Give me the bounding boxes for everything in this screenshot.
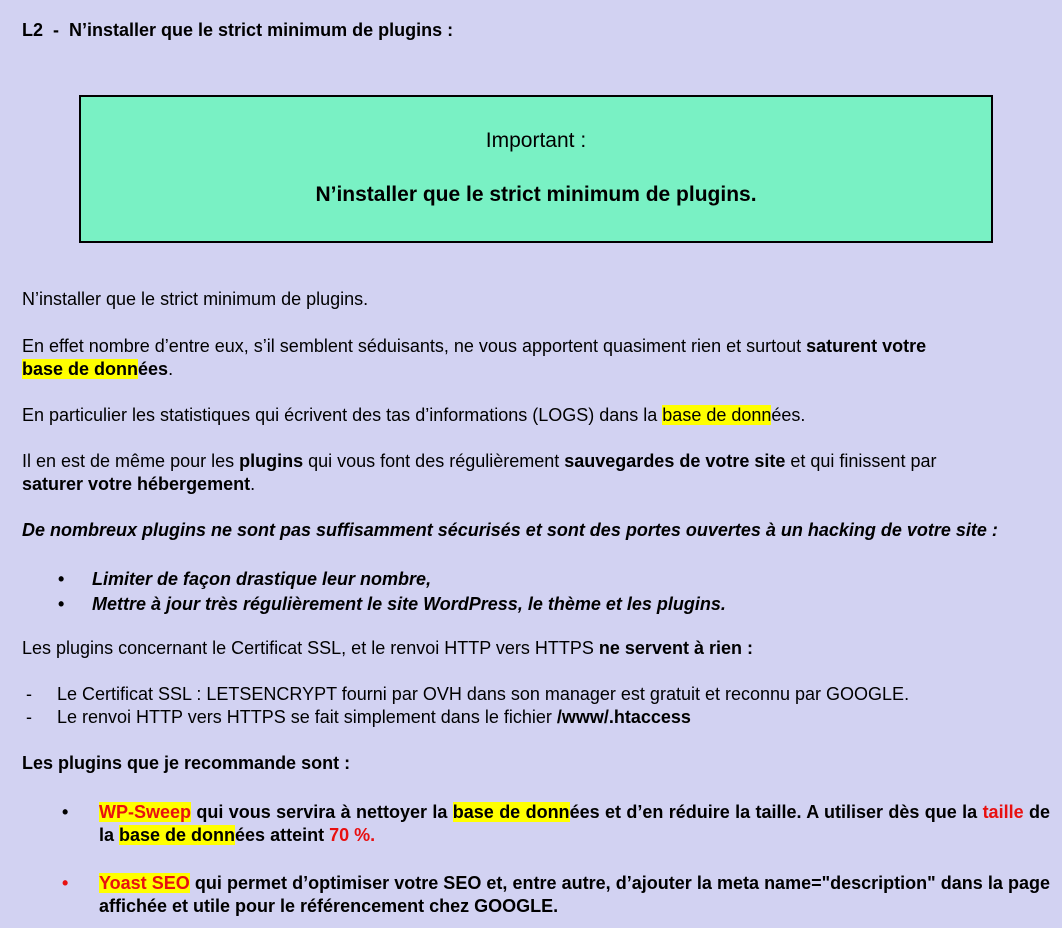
paragraph-ssl-plugins: Les plugins concernant le Certificat SSL, et le renvoi HTTP vers HTTPS ne servent à rien :	[22, 638, 753, 658]
bullet-icon: •	[62, 873, 69, 893]
callout-title: Important :	[485, 129, 587, 152]
highlight-database: base de donn	[119, 825, 236, 845]
callout-message: N’installer que le strict minimum de plugins.	[315, 183, 757, 206]
bullet-icon: •	[62, 802, 69, 822]
bullet-icon: •	[58, 594, 65, 614]
highlight-database: base de donn	[22, 359, 139, 379]
plugin-name-wp-sweep: WP-Sweep	[99, 802, 192, 822]
paragraph-intro: N’installer que le strict minimum de plugins.	[22, 289, 369, 309]
htaccess-path: /www/.htaccess	[556, 707, 691, 727]
paragraph-database-saturation: En effet nombre d’entre eux, s’il semblent séduisants, ne vous apportent quasiment rien et surtout saturent votre base de données.	[22, 336, 927, 379]
section-heading: L2 - N’installer que le strict minimum de plugins :	[22, 20, 454, 40]
highlight-database: base de donn	[452, 802, 570, 822]
paragraph-backups: Il en est de même pour les plugins qui vous font des régulièrement sauvegardes de votre site et qui finissent par saturer votre hébergement.	[22, 451, 937, 494]
bullet-icon: •	[58, 569, 65, 589]
plugin-name-yoast-seo: Yoast SEO	[99, 873, 190, 893]
important-callout-box	[79, 95, 993, 243]
dash-marker: -	[26, 707, 32, 727]
document-page: L2 - N’installer que le strict minimum de plugins : Important : N’installer que le strict minimum de plugins. N’installer que le strict minimum de plugins. En effet nombre d’entre eux, s’il semblent séduisants, ne vous apportent quasiment rien et surtout saturent votre base de données. En particulier les statistiques qui écrivent des tas d’informations (LOGS) dans la base de données. Il en est de même pour les plugins qui vous font des régulièrement sauvegardes de votre site et qui finissent par saturer votre hébergement. De nombreux plugins ne sont pas suffisamment sécurisés et sont des portes ouvertes à un hacking de votre site : • Limiter de façon drastique leur nombre, • Mettre à jour très régulièrement le site WordPress, le thème et les plugins. Les plugins concernant le Certificat SSL, et le renvoi HTTP vers HTTPS ne servent à rien : - Le Certificat SSL : LETSENCRYPT fourni par OVH dans son manager est gratuit et reconnu par GOOGLE. - Le renvoi HTTP vers HTTPS se fait simplement dans le fichier /www/.htaccess Les plugins que je recommande sont : • WP-Sweep qui vous servira à nettoyer la base de données et d’en réduire la taille. A utiliser dès que la taille de la base de données atteint 70 %. • Yoast SEO qui permet d’optimiser votre SEO et, entre autre, d’ajouter la meta name="description" dans la page affichée et utile pour le référencement chez GOOGLE.	[22, 20, 1050, 916]
highlight-database: base de donn	[662, 405, 772, 425]
paragraph-statistics: En particulier les statistiques qui écrivent des tas d’informations (LOGS) dans la base de données.	[22, 405, 806, 425]
dash-marker: -	[26, 684, 32, 704]
recommended-plugins-heading: Les plugins que je recommande sont :	[22, 753, 351, 773]
paragraph-security-warning: De nombreux plugins ne sont pas suffisamment sécurisés et sont des portes ouvertes à un hacking de votre site :	[22, 520, 998, 540]
